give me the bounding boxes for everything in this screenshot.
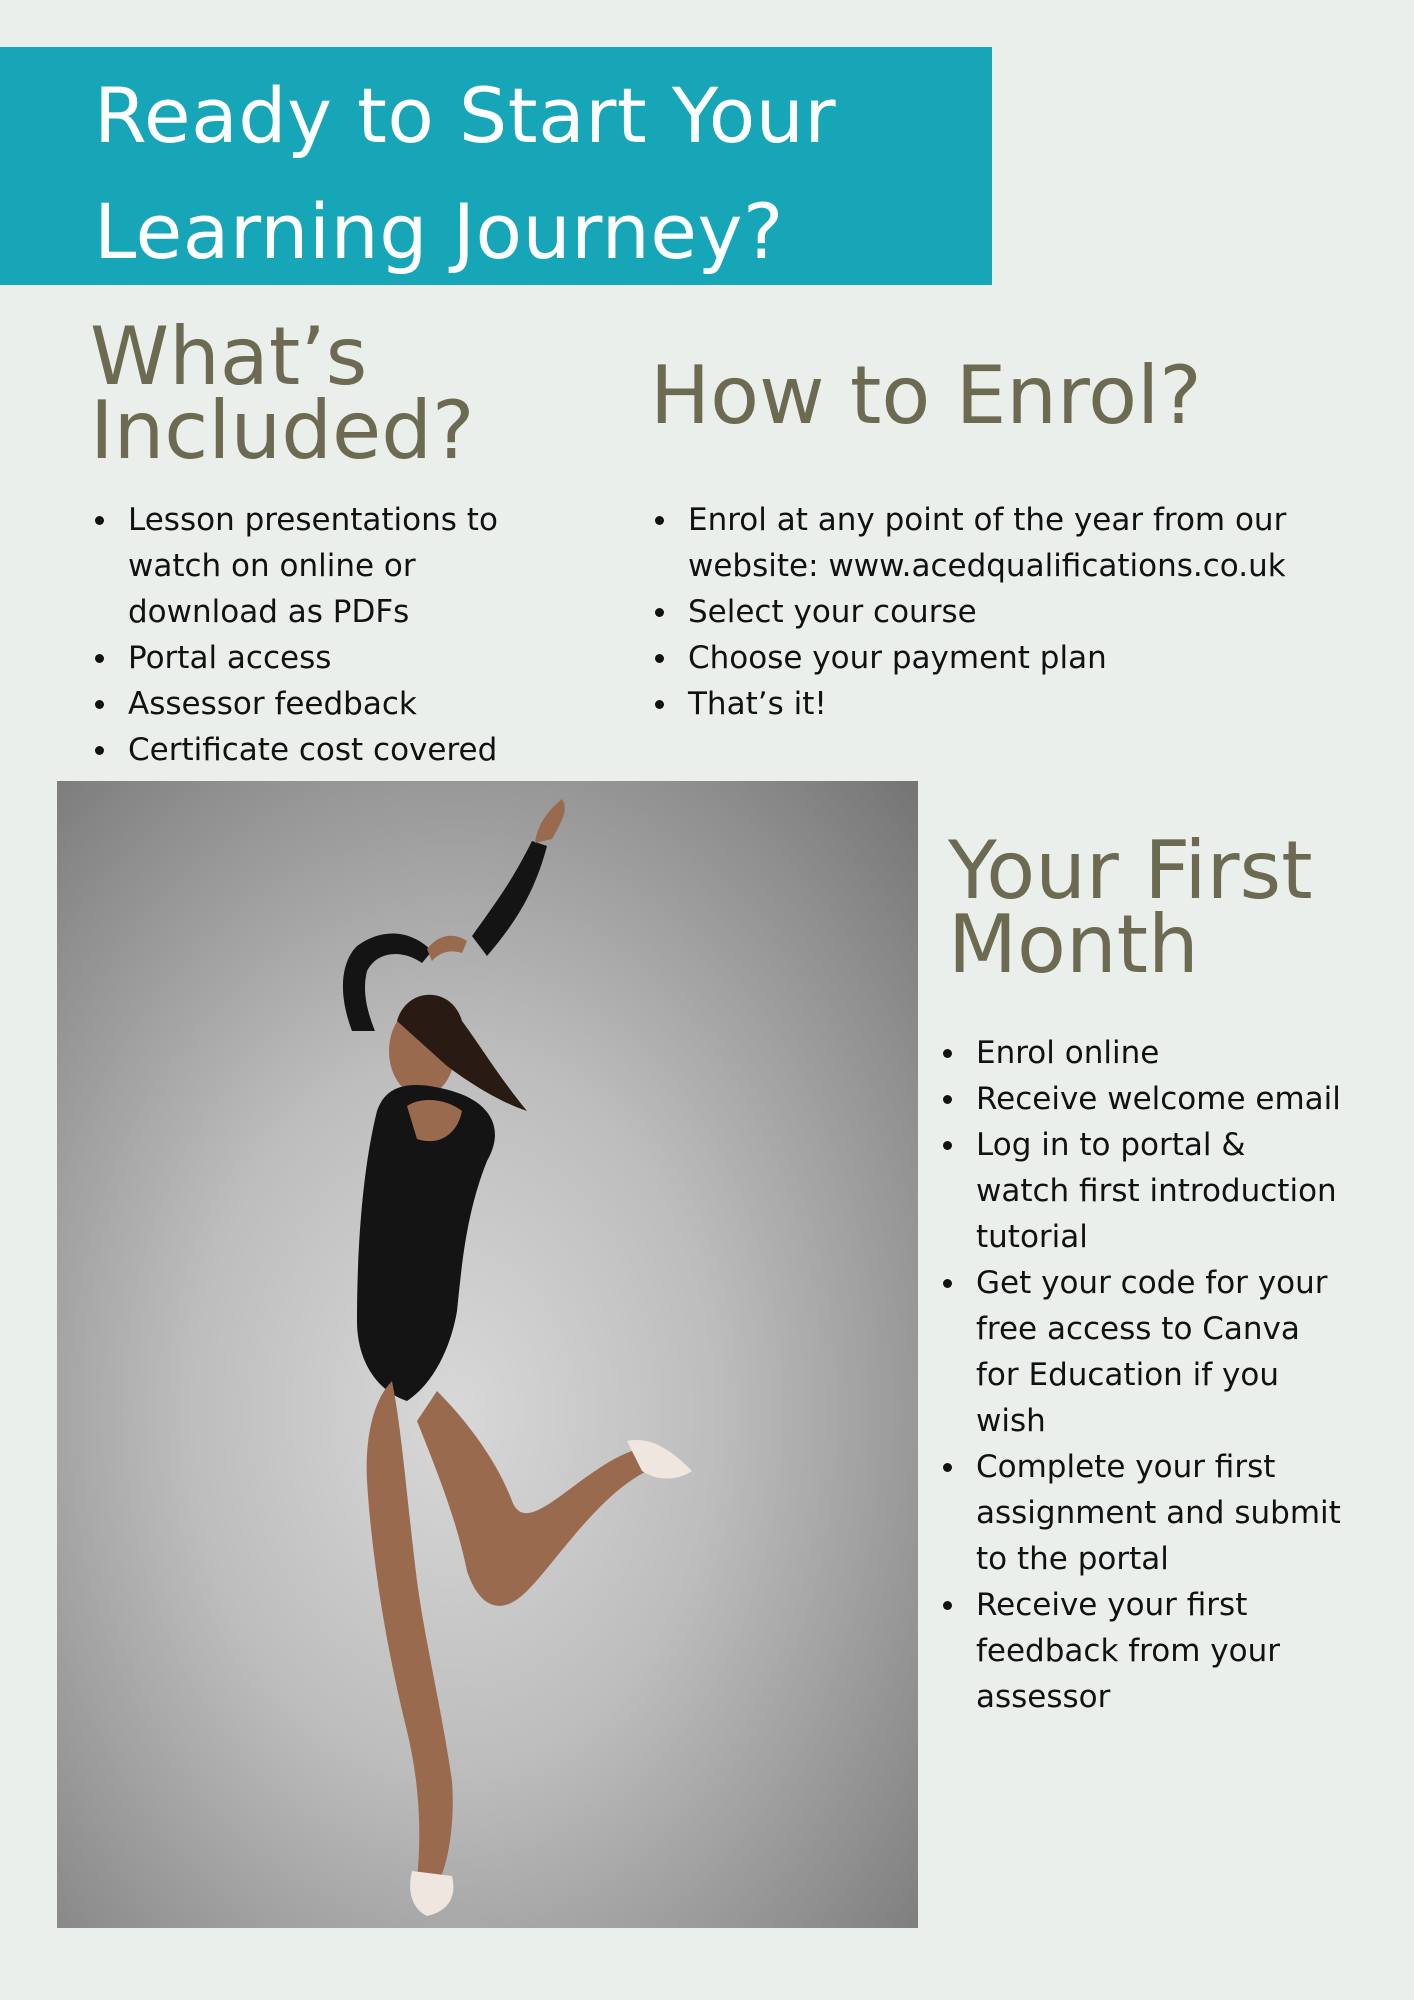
your-first-month-list <box>941 1030 1341 1720</box>
whats-included-heading: What’s Included? <box>90 310 475 477</box>
bullet-icon <box>95 700 104 709</box>
list-item: Certificate cost covered <box>93 727 563 773</box>
list-item: Enrol at any point of the year from our website: www.acedqualifications.co.uk <box>653 497 1353 589</box>
bullet-icon <box>655 516 664 525</box>
bullet-icon <box>655 654 664 663</box>
your-first-month-heading: Your First Month <box>948 824 1313 991</box>
list-item: Choose your payment plan <box>653 635 1353 681</box>
list-item: Complete your first assignment and submit to the portal <box>941 1444 1341 1582</box>
bullet-icon <box>943 1279 952 1288</box>
bullet-icon <box>943 1049 952 1058</box>
how-to-enrol-list <box>653 497 1353 727</box>
bullet-icon <box>943 1601 952 1610</box>
bullet-icon <box>655 608 664 617</box>
bullet-icon <box>95 516 104 525</box>
bullet-icon <box>655 700 664 709</box>
bullet-icon <box>95 654 104 663</box>
list-item: Receive your first feedback from your assessor <box>941 1582 1341 1720</box>
list-item: Portal access <box>93 635 563 681</box>
bullet-icon <box>943 1463 952 1472</box>
list-item: Log in to portal & watch first introduction tutorial <box>941 1122 1341 1260</box>
dancer-silhouette <box>57 781 918 1928</box>
list-item: Lesson presentations to watch on online or download as PDFs <box>93 497 563 635</box>
whats-included-list <box>93 497 563 773</box>
bullet-icon <box>95 746 104 755</box>
list-item: Get your code for your free access to Canva for Education if you wish <box>941 1260 1341 1444</box>
list-item: Select your course <box>653 589 1353 635</box>
list-item: Receive welcome email <box>941 1076 1341 1122</box>
list-item: Assessor feedback <box>93 681 563 727</box>
list-item: Enrol online <box>941 1030 1341 1076</box>
bullet-icon <box>943 1095 952 1104</box>
dancer-photo <box>57 781 918 1928</box>
how-to-enrol-heading: How to Enrol? <box>650 349 1202 442</box>
list-item: That’s it! <box>653 681 1353 727</box>
bullet-icon <box>943 1141 952 1150</box>
page-title: Ready to Start Your Learning Journey? <box>94 71 837 276</box>
